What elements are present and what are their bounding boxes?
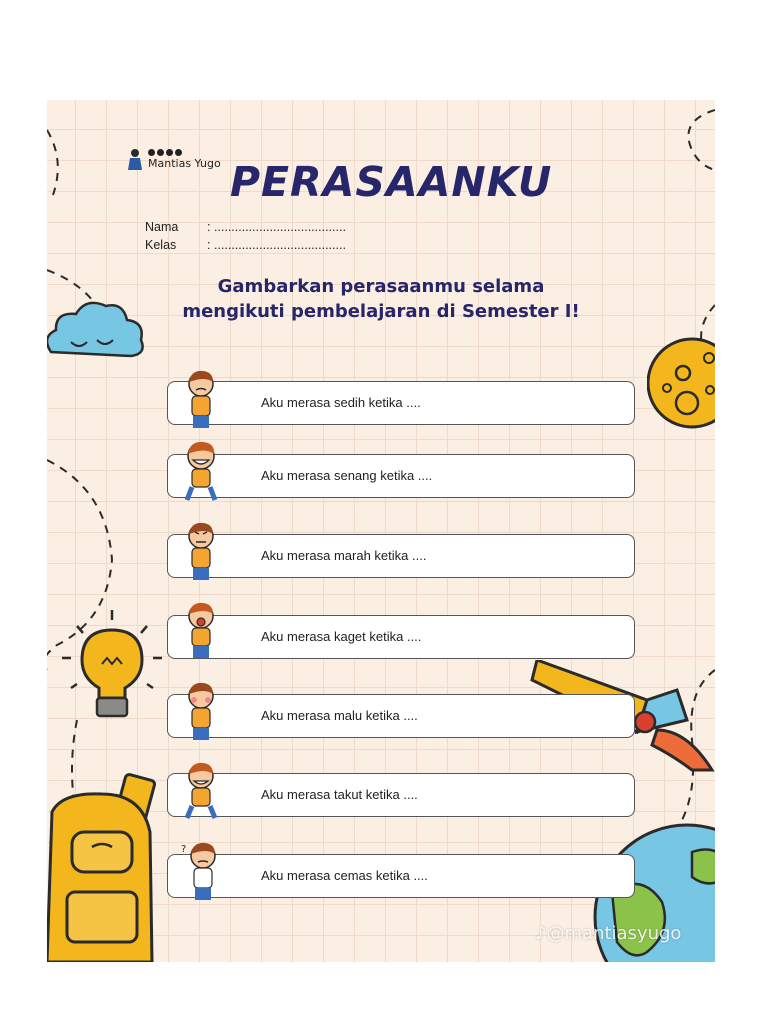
- backpack-icon: [47, 772, 172, 962]
- shy-kid-icon: [181, 680, 221, 748]
- prompt-label: Aku merasa cemas ketika ....: [261, 868, 428, 883]
- class-label: Kelas: [145, 238, 177, 252]
- scared-kid-icon: [181, 760, 221, 828]
- page-title: PERASAANKU: [230, 158, 553, 206]
- instruction-line-2: mengikuti pembelajaran di Semester I!: [182, 301, 580, 322]
- brand-name: Mantias Yugo: [148, 157, 221, 170]
- svg-text:?: ?: [181, 844, 187, 855]
- instruction: [47, 274, 715, 324]
- prompt-angry: [167, 534, 635, 578]
- name-blank: : ......................................: [207, 220, 346, 234]
- anxious-kid-icon: [181, 840, 221, 908]
- sad-kid-icon: [181, 368, 221, 436]
- angry-kid-icon: [181, 520, 221, 588]
- prompt-label: Aku merasa sedih ketika ....: [261, 395, 421, 410]
- lightbulb-icon: [57, 608, 167, 728]
- class-field: [145, 238, 346, 252]
- class-blank: : ......................................: [207, 238, 346, 252]
- prompt-label: Aku merasa kaget ketika ....: [261, 629, 422, 644]
- prompt-surprised: [167, 615, 635, 659]
- watermark-handle: @mantiasyugo: [546, 923, 682, 944]
- prompt-shy: [167, 694, 635, 738]
- prompt-happy: [167, 454, 635, 498]
- avatar-icon: [127, 148, 143, 170]
- instruction-line-1: Gambarkan perasaanmu selama: [217, 276, 545, 297]
- brand: [127, 148, 221, 170]
- worksheet: [47, 100, 715, 962]
- name-field: [145, 220, 346, 234]
- prompt-scared: [167, 773, 635, 817]
- prompt-anxious: [167, 854, 635, 898]
- prompt-label: Aku merasa senang ketika ....: [261, 468, 433, 483]
- name-label: Nama: [145, 220, 179, 234]
- moon-icon: [647, 328, 715, 438]
- watermark: [535, 923, 681, 944]
- happy-kid-icon: [181, 440, 221, 508]
- prompt-sad: [167, 381, 635, 425]
- tiktok-icon: ♪: [535, 923, 547, 944]
- prompt-label: Aku merasa takut ketika ....: [261, 787, 418, 802]
- prompt-label: Aku merasa marah ketika ....: [261, 548, 427, 563]
- social-icons: [148, 149, 221, 156]
- prompt-label: Aku merasa malu ketika ....: [261, 708, 418, 723]
- surprised-kid-icon: [181, 600, 221, 668]
